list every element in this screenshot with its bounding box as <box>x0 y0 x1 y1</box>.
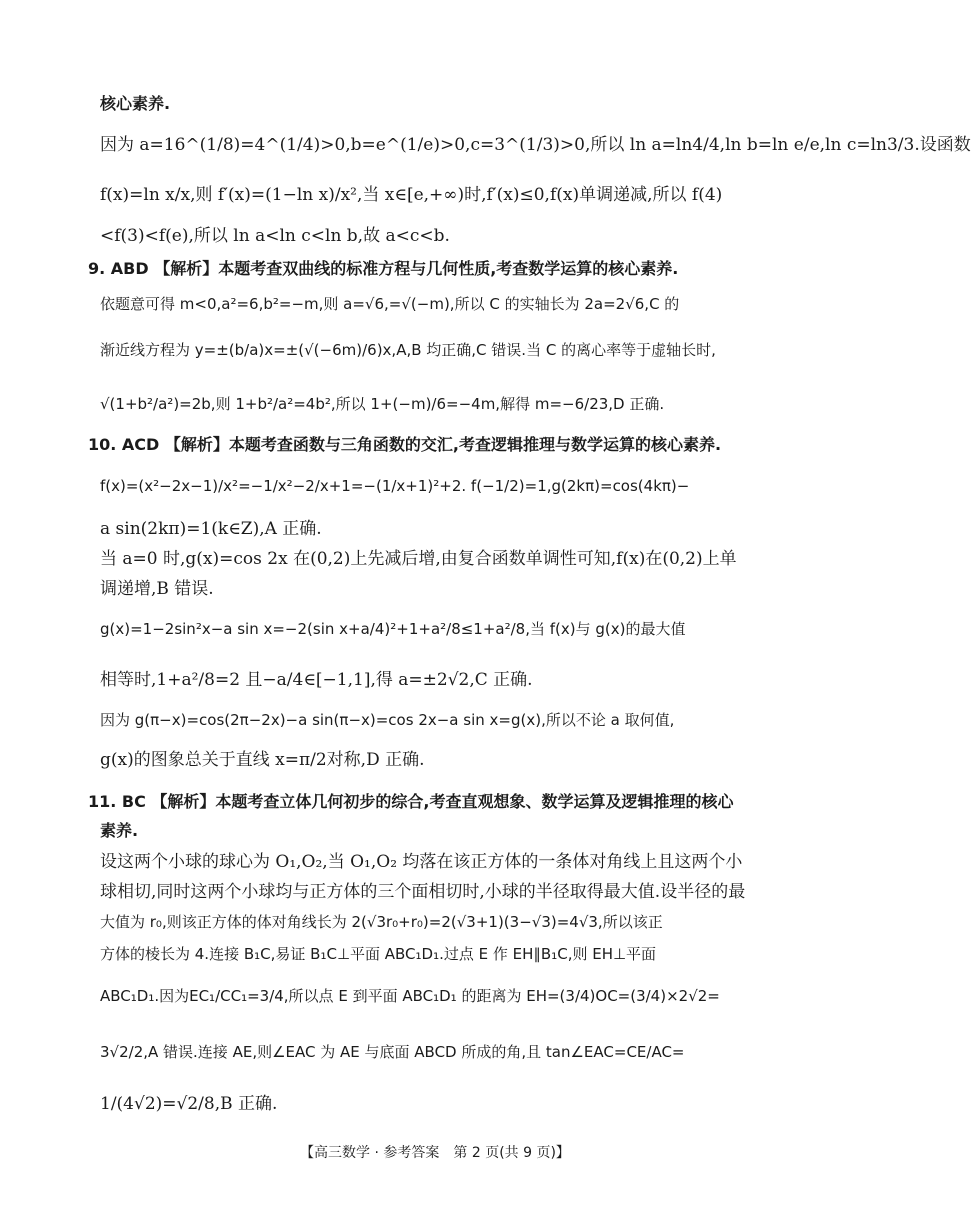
text-line: 调递增,B 错误. <box>100 579 214 599</box>
text-line: g(x)=1−2sin²x−a sin x=−2(sin x+a/4)²+1+a²/8≤1+a²/8,当 f(x)与 g(x)的最大值 <box>100 620 686 638</box>
text-line: f(x)=(x²−2x−1)/x²=−1/x²−2/x+1=−(1/x+1)²+2. f(−1/2)=1,g(2kπ)=cos(4kπ)− <box>100 477 690 495</box>
text-line: 3√2/2,A 错误.连接 AE,则∠EAC 为 AE 与底面 ABCD 所成的角,且 tan∠EAC=CE/AC= <box>100 1043 685 1061</box>
section-heading: 11. BC 【解析】本题考查立体几何初步的综合,考查直观想象、数学运算及逻辑推理的核心 <box>88 792 734 811</box>
text-line: 大值为 r₀,则该正方体的体对角线长为 2(√3r₀+r₀)=2(√3+1)(3−√3)=4√3,所以该正 <box>100 913 663 931</box>
text-line: 设这两个小球的球心为 O₁,O₂,当 O₁,O₂ 均落在该正方体的一条体对角线上且这两个小 <box>100 852 743 872</box>
text-line: 因为 a=16^(1/8)=4^(1/4)>0,b=e^(1/e)>0,c=3^(1/3)>0,所以 ln a=ln4/4,ln b=ln e/e,ln c=ln3/3.设函数 <box>100 135 971 155</box>
text-line: 当 a=0 时,g(x)=cos 2x 在(0,2)上先减后增,由复合函数单调性可知,f(x)在(0,2)上单 <box>100 549 737 569</box>
section-heading: 9. ABD 【解析】本题考查双曲线的标准方程与几何性质,考查数学运算的核心素养. <box>88 259 679 278</box>
text-line: 方体的棱长为 4.连接 B₁C,易证 B₁C⊥平面 ABC₁D₁.过点 E 作 EH∥B₁C,则 EH⊥平面 <box>100 945 657 963</box>
text-line: 因为 g(π−x)=cos(2π−2x)−a sin(π−x)=cos 2x−a sin x=g(x),所以不论 a 取何值, <box>100 711 675 729</box>
text-line: 球相切,同时这两个小球均与正方体的三个面相切时,小球的半径取得最大值.设半径的最 <box>100 882 746 902</box>
text-line: 1/(4√2)=√2/8,B 正确. <box>100 1094 278 1114</box>
text-line: g(x)的图象总关于直线 x=π/2对称,D 正确. <box>100 750 425 770</box>
section-heading: 10. ACD 【解析】本题考查函数与三角函数的交汇,考查逻辑推理与数学运算的核心素养. <box>88 435 722 454</box>
text-line: ABC₁D₁.因为EC₁/CC₁=3/4,所以点 E 到平面 ABC₁D₁ 的距离为 EH=(3/4)OC=(3/4)×2√2= <box>100 987 720 1005</box>
text-line: 依题意可得 m<0,a²=6,b²=−m,则 a=√6,=√(−m),所以 C 的实轴长为 2a=2√6,C 的 <box>100 295 680 313</box>
text-line: 渐近线方程为 y=±(b/a)x=±(√(−6m)/6)x,A,B 均正确,C 错误.当 C 的离心率等于虚轴长时, <box>100 341 716 359</box>
text-line: 核心素养. <box>100 94 171 113</box>
text-line: 相等时,1+a²/8=2 且−a/4∈[−1,1],得 a=±2√2,C 正确. <box>100 670 533 690</box>
text-line: √(1+b²/a²)=2b,则 1+b²/a²=4b²,所以 1+(−m)/6=−4m,解得 m=−6/23,D 正确. <box>100 395 665 413</box>
text-line: a sin(2kπ)=1(k∈Z),A 正确. <box>100 519 322 539</box>
section-heading-cont: 素养. <box>100 821 139 840</box>
text-line: <f(3)<f(e),所以 ln a<ln c<ln b,故 a<c<b. <box>100 226 450 246</box>
page-footer: 【高三数学 · 参考答案 第 2 页(共 9 页)】 <box>300 1145 570 1161</box>
text-line: f(x)=ln x/x,则 f′(x)=(1−ln x)/x²,当 x∈[e,+∞)时,f′(x)≤0,f(x)单调递减,所以 f(4) <box>100 185 723 205</box>
